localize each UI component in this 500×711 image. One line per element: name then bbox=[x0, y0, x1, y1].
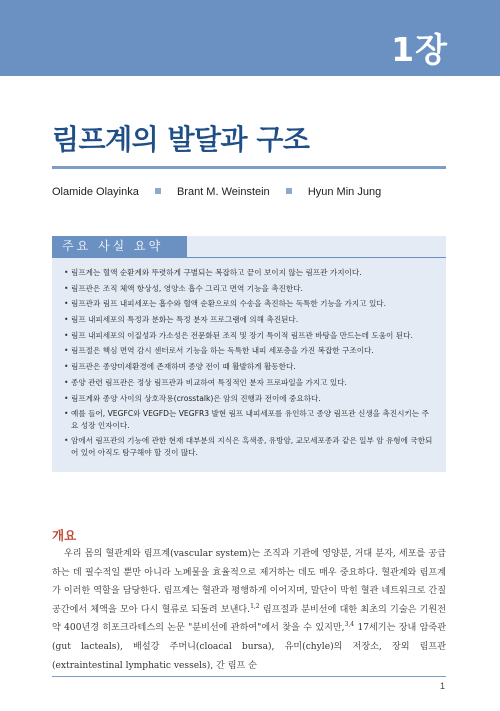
citation-ref: 1,2 bbox=[250, 602, 260, 610]
author-name: Brant M. Weinstein bbox=[176, 186, 270, 199]
summary-item: • 림프관과 림프 내피세포는 흡수와 혈액 순환으로의 수송을 촉진하는 독특한 기능을 가지고 있다. bbox=[64, 298, 436, 310]
summary-divider bbox=[52, 257, 446, 258]
summary-item: • 림프계와 종양 사이의 상호작용(crosstalk)은 암의 진행과 전이에 중요하다. bbox=[64, 393, 436, 405]
footer-divider bbox=[52, 676, 446, 677]
page-number: 1 bbox=[440, 681, 446, 691]
author-separator-square-icon bbox=[155, 188, 161, 194]
section-heading-overview: 개요 bbox=[52, 528, 77, 543]
summary-item: • 종양 관련 림프관은 정상 림프관과 비교하여 특징적인 분자 프로파일을 가지고 있다. bbox=[64, 377, 436, 389]
chapter-label: 1장 bbox=[391, 30, 448, 69]
overview-text: 림프절과 분비선에 대한 최초의 기술은 기원전 약 400년경 히포크라테스의 논문 "분비선에 관하여"에서 찾을 수 있지만, bbox=[52, 604, 446, 634]
summary-list bbox=[64, 267, 436, 463]
summary-item: • 림프 내피세포의 이질성과 가소성은 전문화된 조직 및 장기 특이적 림프관 바탕을 만드는데 도움이 된다. bbox=[64, 330, 436, 342]
summary-item: • 림프관은 종양미세환경에 존재하며 종양 전이 때 활발하게 활동한다. bbox=[64, 361, 436, 373]
key-facts-summary-box bbox=[52, 236, 446, 472]
summary-item: • 예를 들어, VEGFC와 VEGFD는 VEGFR3 발현 림프 내피세포를 유인하고 종양 림프관 신생을 촉진시키는 주요 성장 인자이다. bbox=[64, 408, 436, 431]
overview-text: 17세기는 장내 암죽관(gut lacteals), 배설강 주머니(cloacal bursa), 유미(chyle)의 저장소, 장외 림프관(extraintestinal lymphatic vessels), 간 림프 순 bbox=[52, 623, 446, 671]
author-list bbox=[52, 186, 452, 198]
overview-text: 우리 몸의 혈관계와 림프계(vascular system)는 조직과 기관에 영양분, 거대 분자, 세포를 공급하는 데 필수적일 뿐만 아니라 노폐물을 효율적으로 제거하는 데도 매우 중요하다. 혈관계와 림프계가 이러한 역할을 담당한다. 림프계는 혈관과 평행하게 이어지며, 말단이 막힌 혈관 네트워크로 간질 공간에서 체액을 모아 다시 혈류로 되돌려 보낸다. bbox=[52, 549, 446, 615]
overview-paragraph bbox=[52, 545, 446, 675]
summary-item: • 림프 내피세포의 특정과 분화는 특정 분자 프로그램에 의해 촉진된다. bbox=[64, 314, 436, 326]
summary-item: • 암에서 림프관의 기능에 관한 현재 대부분의 지식은 흑색종, 유방암, 교모세포종과 같은 일부 암 유형에 국한되어 있어 아직도 탐구해야 할 것이 많다. bbox=[64, 435, 436, 458]
author-name: Hyun Min Jung bbox=[307, 186, 382, 199]
summary-heading: 주요 사실 요약 bbox=[52, 236, 187, 257]
title-divider bbox=[52, 166, 446, 169]
citation-ref: 3,4 bbox=[344, 621, 355, 629]
chapter-title: 림프계의 발달과 구조 bbox=[52, 123, 310, 156]
summary-item: • 림프절은 핵심 면역 감시 센터로서 기능을 하는 독특한 내피 세포층을 가진 복잡한 구조이다. bbox=[64, 345, 436, 357]
author-name: Olamide Olayinka bbox=[52, 186, 139, 199]
chapter-header-band bbox=[0, 0, 500, 76]
summary-item: • 림프관은 조직 체액 항상성, 영양소 흡수 그리고 면역 기능을 촉진한다. bbox=[64, 283, 436, 295]
author-separator-square-icon bbox=[286, 188, 292, 194]
summary-item: • 림프계는 혈액 순환계와 뚜렷하게 구별되는 복잡하고 끝이 보이지 않는 림프관 가지이다. bbox=[64, 267, 436, 279]
